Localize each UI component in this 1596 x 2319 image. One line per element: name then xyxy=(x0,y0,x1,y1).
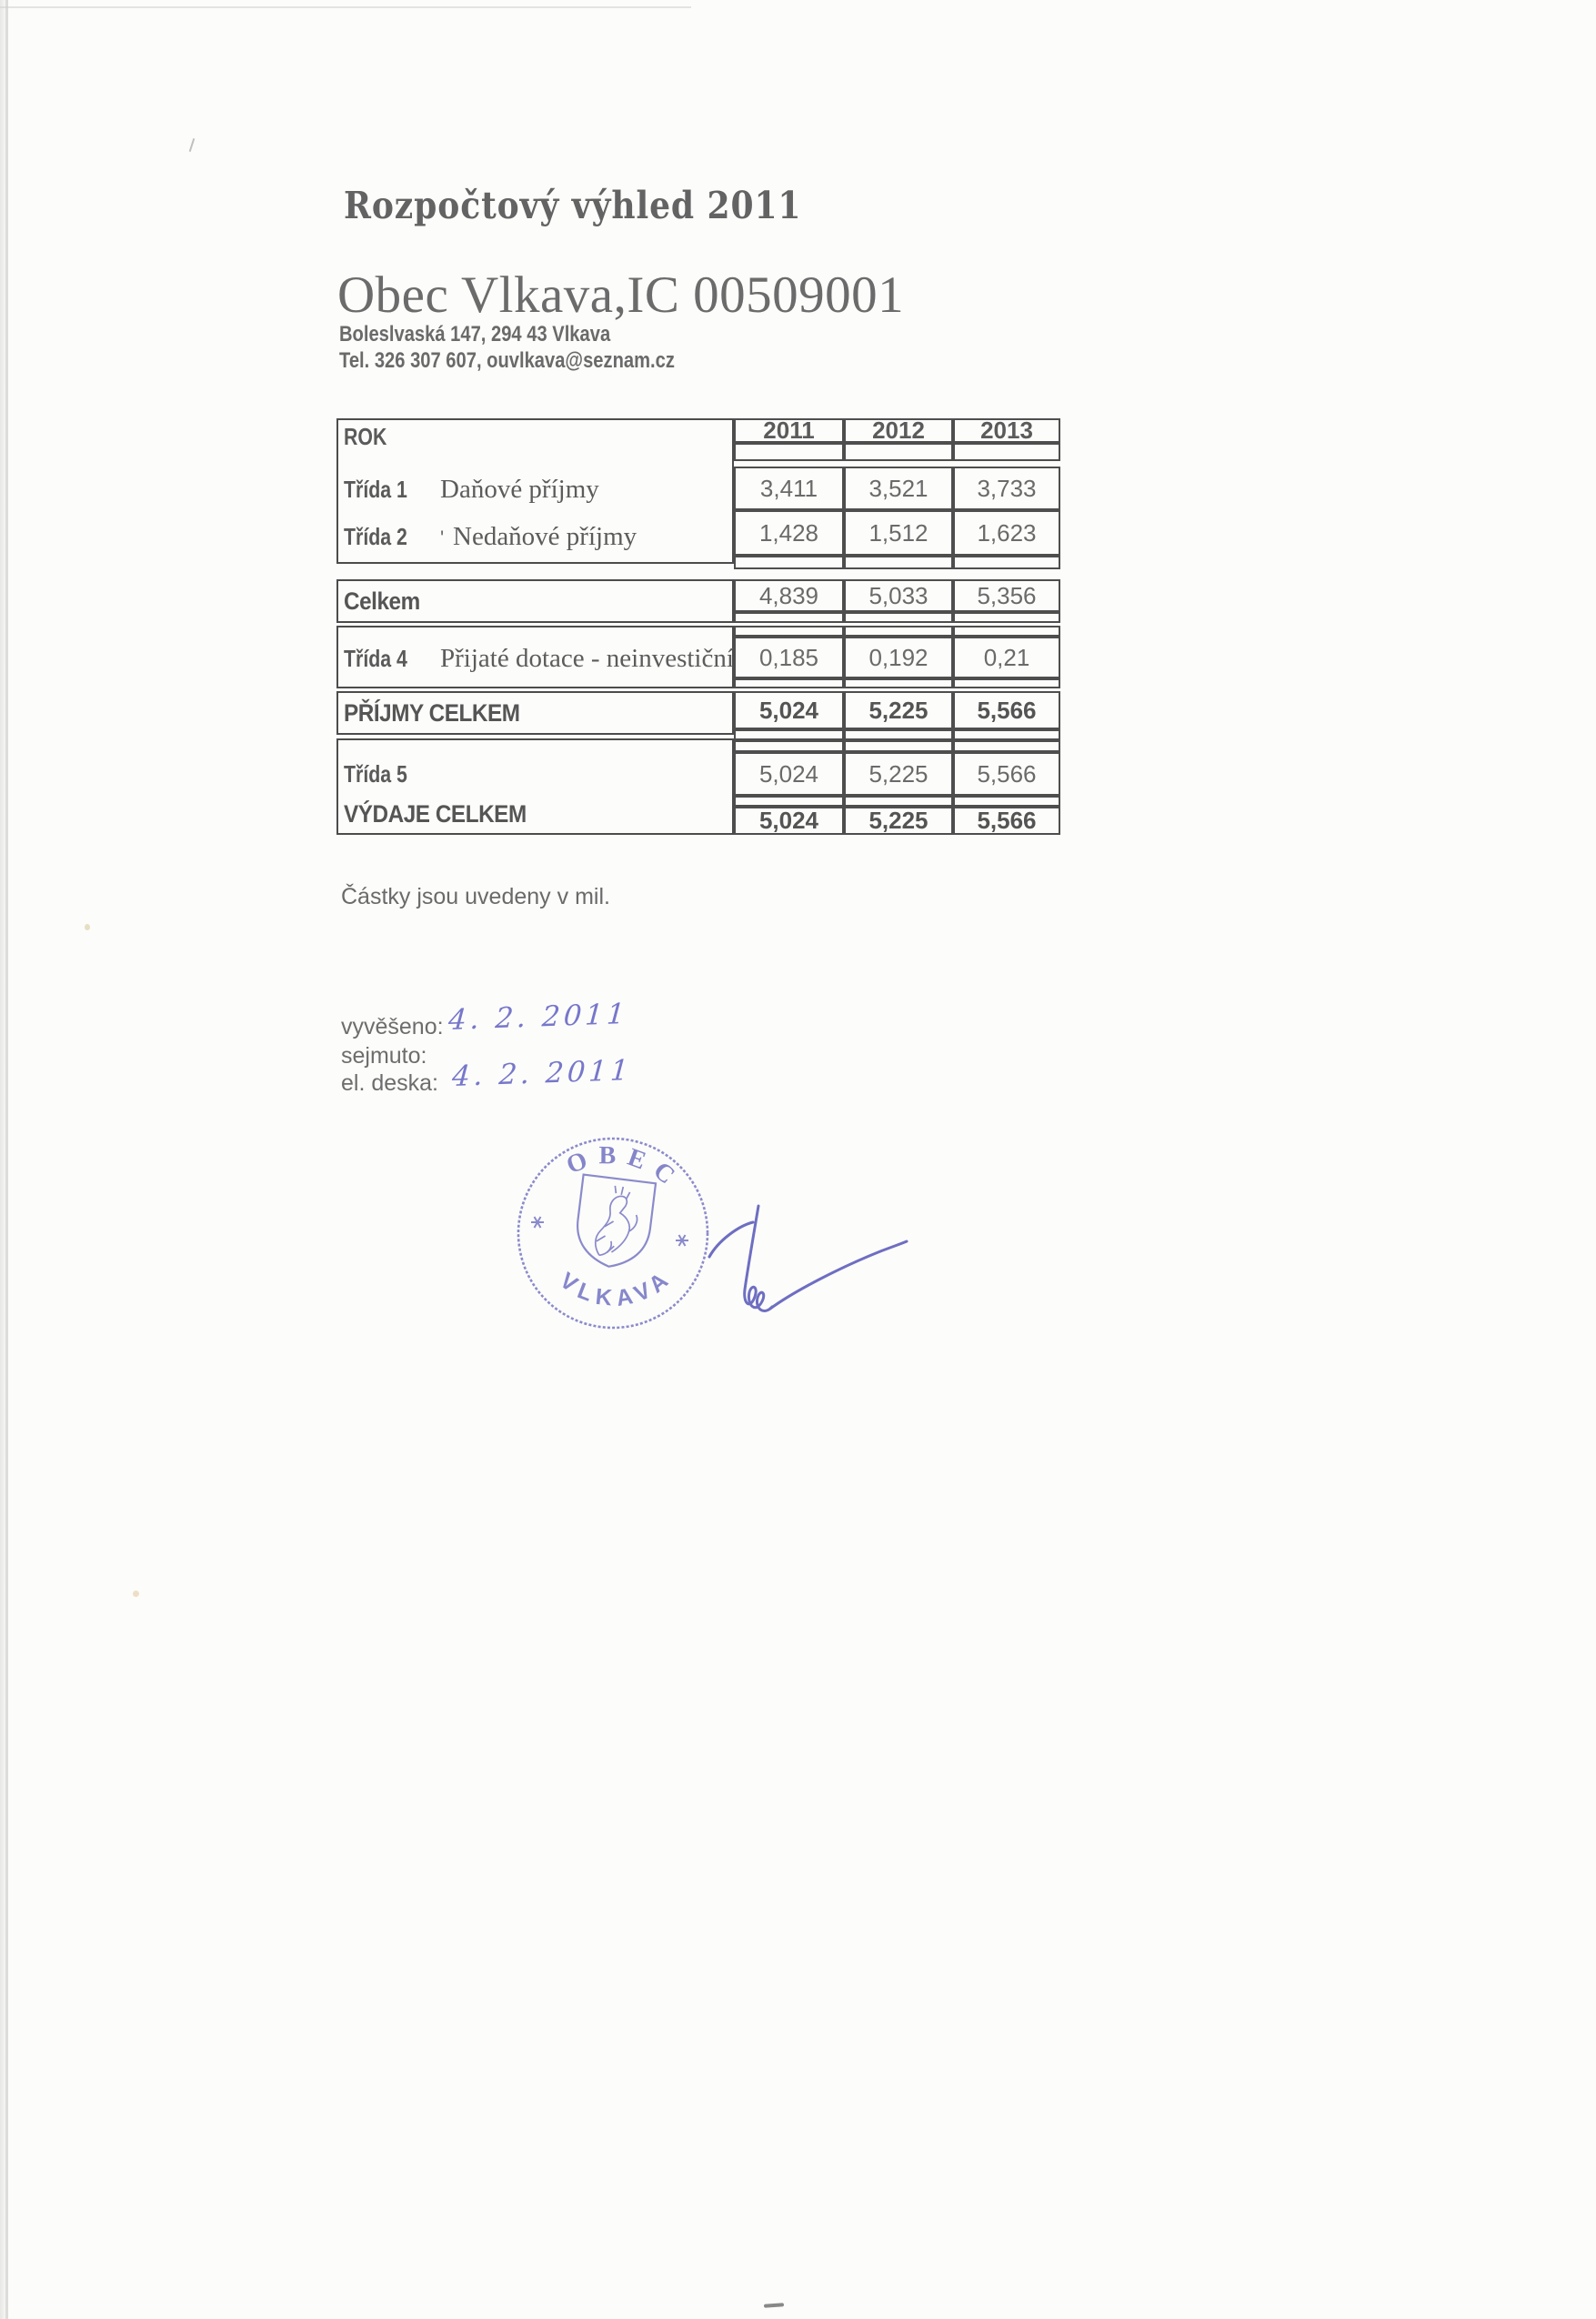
table-cell-spacer xyxy=(953,740,1060,752)
stray-apostrophe-mark: ' xyxy=(440,527,445,549)
scan-top-line xyxy=(0,6,691,8)
phone-email-line: Tel. 326 307 607, ouvlkava@seznam.cz xyxy=(339,348,675,373)
table-cell-spacer xyxy=(734,740,844,752)
scan-speck xyxy=(85,924,90,930)
table-cell-value: 1,428 xyxy=(734,510,844,556)
table-cell-spacer xyxy=(953,678,1060,688)
address-line: Boleslvaská 147, 294 43 Vlkava xyxy=(339,322,611,346)
table-cell-spacer xyxy=(953,729,1060,740)
table-cell-value: 3,411 xyxy=(734,467,844,510)
table-section-vydaje xyxy=(336,738,734,835)
stamp-asterisk-icon xyxy=(676,1235,688,1246)
table-cell-spacer xyxy=(734,678,844,688)
stamp-bottom-text: VLKAVA xyxy=(555,1263,678,1312)
posted-date-handwritten: 4. 2. 2011 xyxy=(447,997,630,1037)
year-header: 2011 xyxy=(734,418,844,443)
table-cell-value: 5,566 xyxy=(953,752,1060,796)
table-section-prijmy-celkem xyxy=(336,691,734,735)
row-label: Třída 5 xyxy=(344,760,407,788)
table-cell-spacer xyxy=(734,626,844,637)
stamp-lion-icon xyxy=(594,1184,641,1260)
scan-slash-artifact xyxy=(189,138,196,152)
table-cell-spacer xyxy=(844,556,953,569)
stamp-asterisk-icon xyxy=(531,1217,544,1228)
table-cell-value: 1,512 xyxy=(844,510,953,556)
table-cell-value: 5,356 xyxy=(953,579,1060,612)
row-label: VÝDAJE CELKEM xyxy=(344,800,527,828)
table-cell-value: 5,225 xyxy=(844,691,953,729)
row-label: Celkem xyxy=(344,587,420,615)
row-desc: Přijaté dotace - neinvestiční xyxy=(440,644,734,673)
table-cell-spacer xyxy=(953,556,1060,569)
table-cell-value: 5,566 xyxy=(953,691,1060,729)
table-cell-spacer xyxy=(734,796,844,807)
signature xyxy=(698,1199,917,1335)
row-label: Třída 1 xyxy=(344,476,407,503)
rok-header: ROK xyxy=(344,423,387,450)
table-section-celkem xyxy=(336,579,734,623)
scan-edge-line xyxy=(5,0,8,2319)
table-cell-spacer xyxy=(844,612,953,623)
table-cell-spacer xyxy=(734,729,844,740)
eboard-label: el. deska: xyxy=(341,1070,439,1096)
table-cell-spacer xyxy=(844,796,953,807)
table-cell-value: 4,839 xyxy=(734,579,844,612)
table-cell-value: 1,623 xyxy=(953,510,1060,556)
row-desc: Nedaňové příjmy xyxy=(453,522,637,551)
table-cell-value: 5,566 xyxy=(953,807,1060,835)
eboard-date-handwritten: 4. 2. 2011 xyxy=(451,1053,634,1093)
organization-name: Obec Vlkava,IC 00509001 xyxy=(337,266,905,324)
table-cell-spacer xyxy=(953,626,1060,637)
document-title: Rozpočtový výhled 2011 xyxy=(344,184,802,227)
row-label: Třída 4 xyxy=(344,645,407,672)
units-note: Částky jsou uvedeny v mil. xyxy=(341,884,610,909)
stamp-shield-icon xyxy=(573,1175,656,1271)
budget-table xyxy=(336,418,1060,835)
table-cell-value: 5,024 xyxy=(734,807,844,835)
table-cell-spacer xyxy=(953,443,1060,461)
scan-speck xyxy=(133,1591,139,1597)
table-cell-spacer xyxy=(844,443,953,461)
table-section-incomes xyxy=(336,418,734,564)
scan-bottom-mark xyxy=(764,2303,784,2308)
table-cell-value: 0,185 xyxy=(734,637,844,678)
row-label: Třída 2 xyxy=(344,523,407,550)
table-cell-value: 5,225 xyxy=(844,807,953,835)
row-desc: Daňové příjmy xyxy=(440,475,599,504)
table-cell-spacer xyxy=(953,796,1060,807)
table-cell-value: 0,21 xyxy=(953,637,1060,678)
table-cell-value: 3,733 xyxy=(953,467,1060,510)
table-cell-spacer xyxy=(734,443,844,461)
year-header: 2012 xyxy=(844,418,953,443)
table-cell-spacer xyxy=(734,556,844,569)
table-cell-value: 5,024 xyxy=(734,691,844,729)
row-label: PŘÍJMY CELKEM xyxy=(344,698,520,727)
year-header: 2013 xyxy=(953,418,1060,443)
table-cell-value: 5,033 xyxy=(844,579,953,612)
table-cell-value: 5,225 xyxy=(844,752,953,796)
stamp-top-text: OBEC xyxy=(562,1141,688,1197)
table-cell-value: 3,521 xyxy=(844,467,953,510)
table-cell-spacer xyxy=(844,729,953,740)
table-cell-spacer xyxy=(844,678,953,688)
table-cell-value: 0,192 xyxy=(844,637,953,678)
table-cell-spacer xyxy=(844,626,953,637)
removed-label: sejmuto: xyxy=(341,1043,427,1069)
table-section-dotace xyxy=(336,626,734,688)
table-cell-spacer xyxy=(734,612,844,623)
municipal-stamp xyxy=(507,1128,718,1339)
table-cell-spacer xyxy=(844,740,953,752)
posted-label: vyvěšeno: xyxy=(341,1014,444,1039)
table-cell-spacer xyxy=(953,612,1060,623)
table-cell-value: 5,024 xyxy=(734,752,844,796)
